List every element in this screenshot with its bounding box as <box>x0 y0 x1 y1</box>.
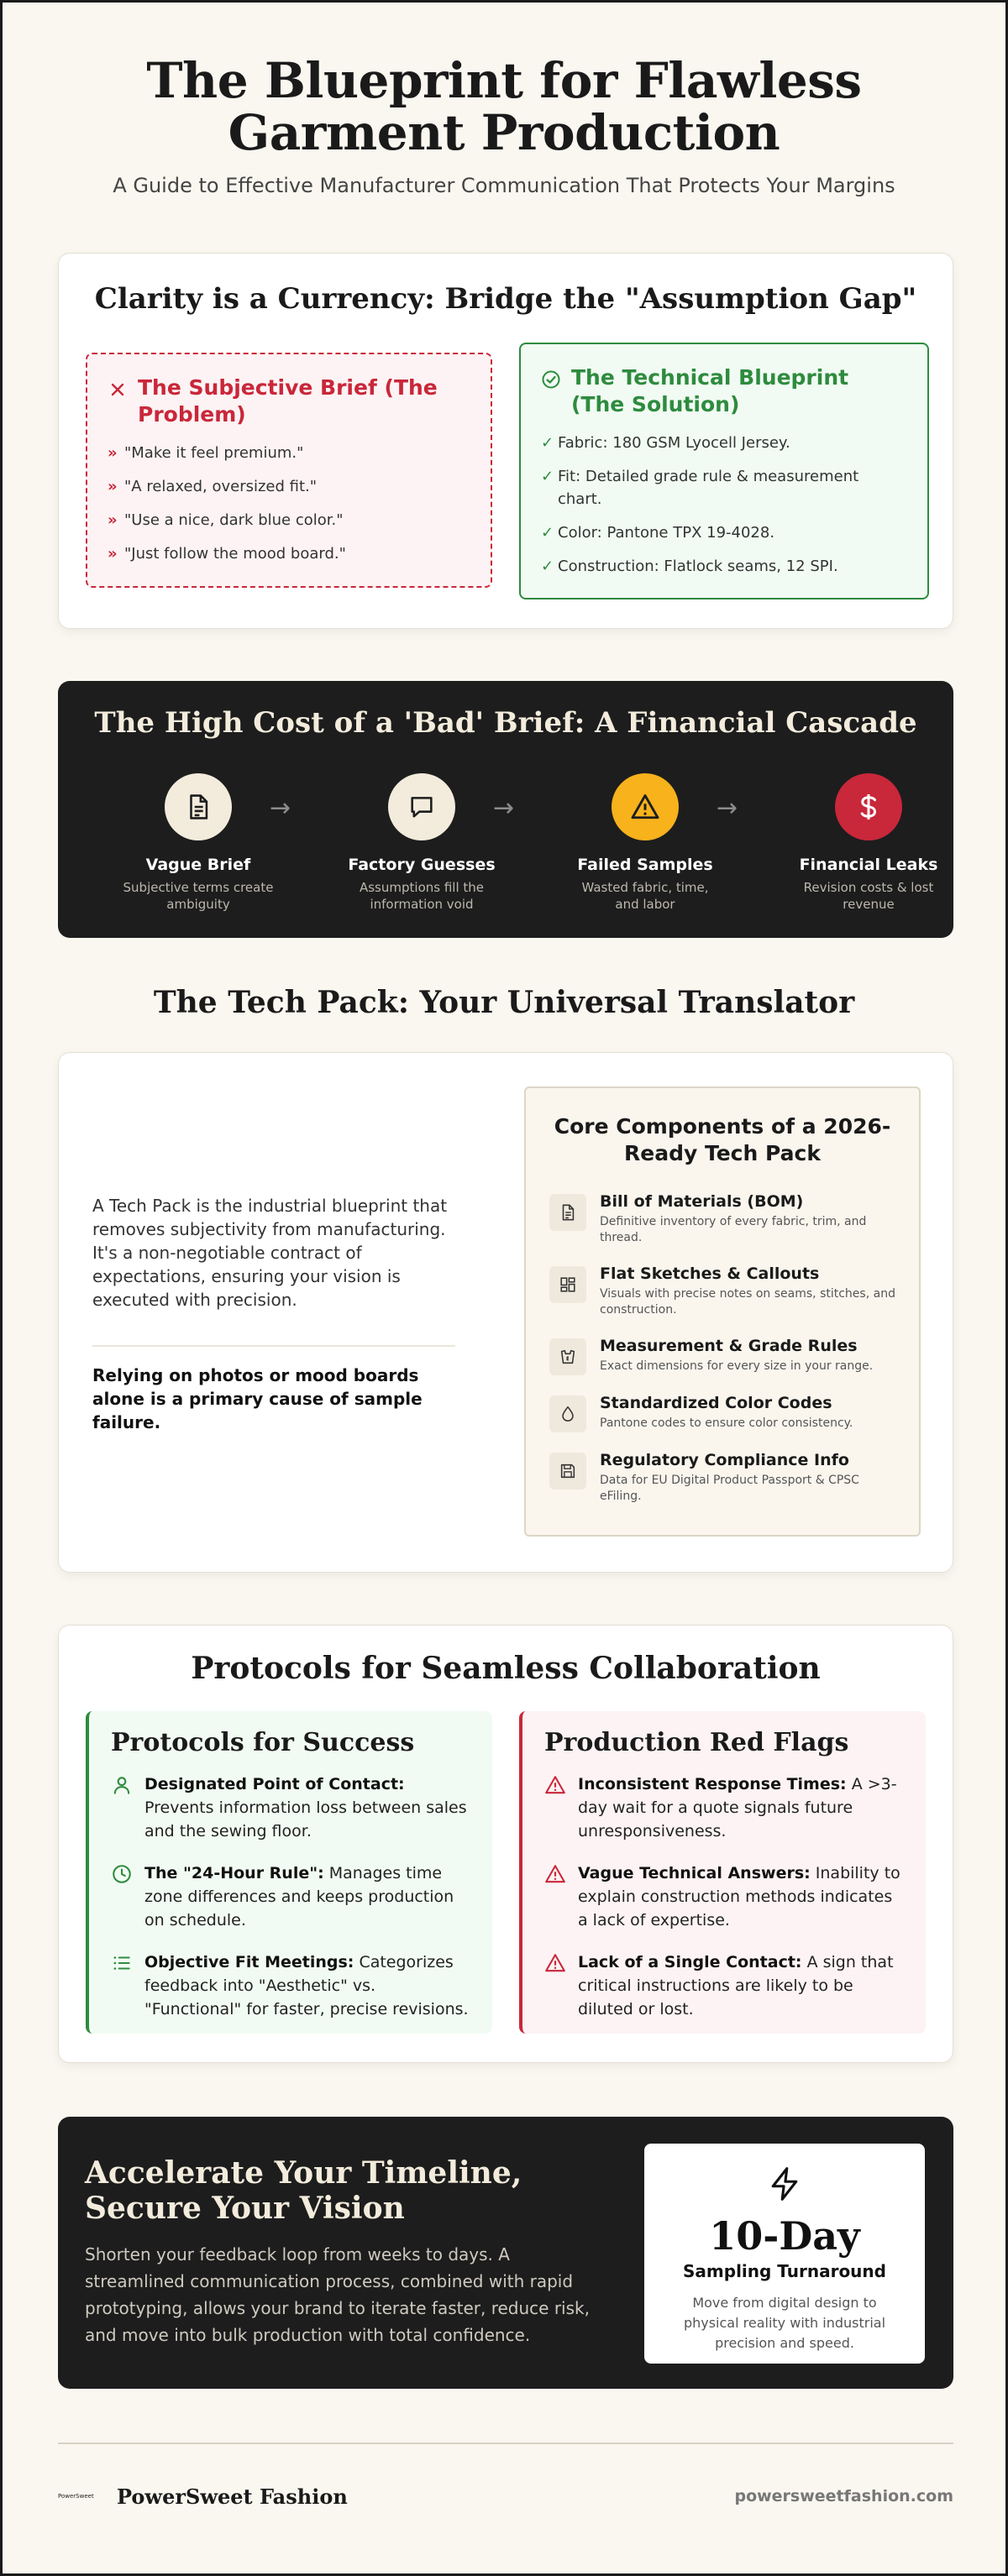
stat-value: 10-Day <box>709 2213 860 2259</box>
item-text: A >3-day wait for a quote signals future unresponsiveness. <box>578 1775 897 1840</box>
step-title: Financial Leaks <box>799 856 938 874</box>
component-desc: Definitive inventory of every fabric, trim, and thread. <box>600 1215 867 1244</box>
arrow-right-icon: → <box>493 793 515 823</box>
alert-triangle-icon <box>544 1952 566 1974</box>
item-bold: Designated Point of Contact: <box>144 1775 405 1793</box>
red-flags-column <box>519 1711 926 2034</box>
protocols-title: Protocols for Seamless Collaboration <box>191 1651 821 1686</box>
flag-item <box>544 1950 904 2021</box>
item-text: Prevents information loss between sales and the sewing floor. <box>144 1798 467 1840</box>
step-circle <box>835 773 902 840</box>
step-failed-samples <box>561 773 729 913</box>
components-title: Core Components of a 2026-Ready Tech Pack <box>554 1114 891 1165</box>
arrow-right-icon: → <box>717 793 738 823</box>
component-title: Standardized Color Codes <box>600 1394 832 1412</box>
problem-title: The Subjective Brief (The Problem) <box>138 375 438 427</box>
check-circle-icon <box>541 369 561 390</box>
list-item: » "Just follow the mood board." <box>108 542 470 565</box>
component-item <box>549 1451 895 1505</box>
footer-divider <box>58 2442 953 2444</box>
cta-text <box>85 2155 606 2348</box>
flag-item <box>544 1861 904 1932</box>
techpack-section <box>58 1052 953 1573</box>
item-text: Manages time zone differences and keeps production on schedule. <box>144 1864 454 1929</box>
droplet-icon <box>559 1405 577 1423</box>
component-item <box>549 1394 895 1432</box>
alert-triangle-icon <box>544 1774 566 1796</box>
protocols-success-column <box>86 1711 492 2034</box>
list-item: » "A relaxed, oversized fit." <box>108 475 470 498</box>
cost-cascade-section <box>58 681 953 938</box>
component-item <box>549 1264 895 1318</box>
list-item: » "Make it feel premium." <box>108 442 470 464</box>
step-desc: Wasted fabric, time, and labor <box>581 880 709 912</box>
component-desc: Data for EU Digital Product Passport & CPSC eFiling. <box>600 1474 859 1503</box>
item-text: A sign that critical instructions are likely to be diluted or lost. <box>578 1953 894 2018</box>
protocol-item <box>111 1861 470 1932</box>
item-text: Categorizes feedback into "Aesthetic" vs. "Functional" for faster, precise revisions. <box>144 1953 469 2018</box>
file-list-icon <box>559 1203 577 1222</box>
clarity-section <box>58 253 953 629</box>
step-circle <box>388 773 455 840</box>
step-vague-brief <box>114 773 282 913</box>
page-title: The Blueprint for Flawless Garment Production <box>146 52 862 161</box>
cta-body: Shorten your feedback loop from weeks to days. A streamlined communication process, combined with rapid prototyping, allows your brand to iterate faster, reduce risk, and move into bulk production with total confidence. <box>85 2244 590 2345</box>
save-disk-icon <box>559 1462 577 1480</box>
success-title: Protocols for Success <box>111 1728 415 1757</box>
component-item <box>549 1337 895 1375</box>
item-bold: Lack of a Single Contact: <box>578 1953 802 1971</box>
page-subtitle: A Guide to Effective Manufacturer Communication That Protects Your Margins <box>113 174 895 197</box>
component-title: Bill of Materials (BOM) <box>600 1192 804 1211</box>
component-desc: Pantone codes to ensure color consistency. <box>600 1416 853 1430</box>
footer <box>58 2479 953 2513</box>
alert-triangle-icon <box>544 1863 566 1885</box>
list-item: ✓ Construction: Flatlock seams, 12 SPI. <box>541 555 907 578</box>
techpack-emphasis: Relying on photos or mood boards alone is a primary cause of sample failure. <box>92 1365 423 1432</box>
component-title: Flat Sketches & Callouts <box>600 1264 820 1283</box>
protocols-section <box>58 1625 953 2063</box>
chat-bubble-icon <box>407 793 436 821</box>
lightning-icon <box>766 2165 803 2202</box>
problem-list <box>108 442 470 565</box>
step-circle <box>165 773 232 840</box>
step-desc: Subjective terms create ambiguity <box>123 880 274 912</box>
step-financial-leaks <box>785 773 953 913</box>
brand-logo: PowerSweet <box>58 2493 94 2500</box>
stat-label: Sampling Turnaround <box>683 2261 886 2281</box>
item-bold: Inconsistent Response Times: <box>578 1775 847 1793</box>
step-title: Vague Brief <box>145 856 251 874</box>
divider <box>92 1345 455 1347</box>
step-circle <box>612 773 679 840</box>
protocol-item <box>111 1950 470 2021</box>
component-title: Measurement & Grade Rules <box>600 1337 858 1355</box>
step-title: Factory Guesses <box>348 856 496 874</box>
brand-name: PowerSweet Fashion <box>117 2484 348 2509</box>
step-factory-guesses <box>338 773 506 913</box>
x-icon <box>108 380 128 400</box>
document-icon <box>184 793 213 821</box>
user-icon <box>111 1774 133 1796</box>
component-title: Regulatory Compliance Info <box>600 1451 849 1469</box>
component-item <box>549 1192 895 1246</box>
technical-blueprint-box <box>519 343 929 599</box>
techpack-title: The Tech Pack: Your Universal Translator <box>153 985 855 1020</box>
list-icon <box>111 1952 133 1974</box>
warning-icon <box>630 792 660 822</box>
step-desc: Revision costs & lost revenue <box>803 880 934 912</box>
cta-section <box>58 2117 953 2389</box>
clock-icon <box>111 1863 133 1885</box>
item-bold: Objective Fit Meetings: <box>144 1953 354 1971</box>
list-item: ✓ Fabric: 180 GSM Lyocell Jersey. <box>541 432 907 454</box>
core-components-panel <box>524 1086 921 1537</box>
protocol-item <box>111 1772 470 1843</box>
solution-list <box>541 432 907 578</box>
step-desc: Assumptions fill the information void <box>359 880 484 912</box>
dollar-icon <box>853 792 884 822</box>
item-bold: Vague Technical Answers: <box>578 1864 811 1882</box>
arrow-right-icon: → <box>270 793 291 823</box>
list-item: » "Use a nice, dark blue color." <box>108 509 470 531</box>
layout-grid-icon <box>559 1275 577 1294</box>
step-title: Failed Samples <box>577 856 713 874</box>
item-bold: The "24-Hour Rule": <box>144 1864 324 1882</box>
cta-title: Accelerate Your Timeline, Secure Your Vision <box>85 2155 522 2226</box>
flags-title: Production Red Flags <box>544 1728 849 1757</box>
item-text: Inability to explain construction methods indicates a lack of expertise. <box>578 1864 900 1929</box>
component-desc: Visuals with precise notes on seams, stitches, and construction. <box>600 1287 895 1317</box>
component-desc: Exact dimensions for every size in your range. <box>600 1359 874 1373</box>
list-item: ✓ Fit: Detailed grade rule & measurement chart. <box>541 465 907 510</box>
solution-title: The Technical Blueprint (The Solution) <box>571 365 849 416</box>
clarity-title: Clarity is a Currency: Bridge the "Assumption Gap" <box>94 282 917 316</box>
cost-title: The High Cost of a 'Bad' Brief: A Financial Cascade <box>94 706 917 740</box>
flag-item <box>544 1772 904 1843</box>
techpack-intro <box>92 1194 455 1434</box>
website-link[interactable]: powersweetfashion.com <box>734 2487 953 2505</box>
hero <box>3 3 1005 197</box>
techpack-body: A Tech Pack is the industrial blueprint that removes subjectivity from manufacturing. It's a non-negotiable contract of expectations, ensuring your vision is executed with precision. <box>92 1196 448 1310</box>
ruler-garment-icon <box>559 1348 577 1366</box>
subjective-brief-box <box>86 353 492 588</box>
sampling-stat-card <box>644 2144 925 2364</box>
stat-desc: Move from digital design to physical reality with industrial precision and speed. <box>683 2295 886 2351</box>
list-item: ✓ Color: Pantone TPX 19-4028. <box>541 521 907 544</box>
